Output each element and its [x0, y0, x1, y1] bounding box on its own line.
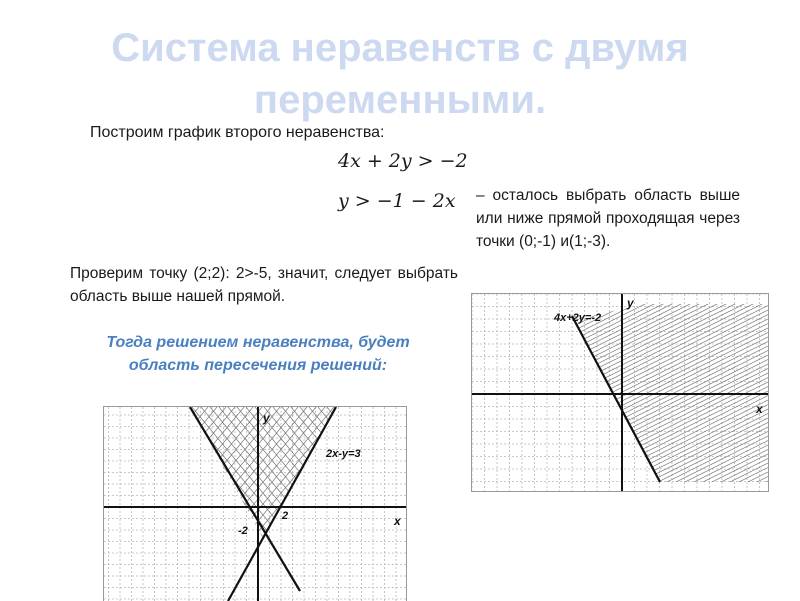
- hatch-line: [104, 407, 127, 601]
- hatch-line: [104, 407, 145, 601]
- hatch-line: [104, 407, 127, 601]
- intro-text: Построим график второго неравенства:: [90, 124, 385, 141]
- conclusion-text: Тогда решением неравенства, будет область пересечения решений:: [106, 334, 410, 374]
- hatch-line: [104, 407, 244, 601]
- hatch-line: [104, 407, 217, 601]
- graph-second-inequality-svg: [472, 294, 768, 491]
- hatch-line: [273, 407, 406, 601]
- hatch-line: [372, 407, 406, 601]
- slide-title: [0, 22, 800, 126]
- hatch-line: [390, 407, 406, 601]
- hatch-line: [399, 407, 406, 601]
- hatch-line: [104, 407, 154, 601]
- hatch-line: [104, 407, 235, 601]
- hatch-line: [345, 407, 406, 601]
- hatch-line: [104, 407, 253, 601]
- boundary-line-2: [228, 407, 336, 601]
- hatch-line: [104, 407, 154, 601]
- hatch-line: [104, 407, 181, 601]
- hatch-line: [318, 407, 406, 601]
- hatch-line: [246, 407, 406, 601]
- formula-solved: y > −1 − 2x: [338, 190, 456, 212]
- hatch-line: [104, 407, 199, 601]
- hatch-line: [120, 407, 280, 601]
- hatch-line: [291, 407, 406, 601]
- hatch-line: [104, 407, 244, 601]
- line-label: 4x+2y=-2: [554, 312, 602, 324]
- grid: [104, 407, 406, 601]
- hatch-line: [309, 407, 406, 601]
- formula-inequality: 4x + 2y > −2: [338, 150, 468, 172]
- hatch-line: [291, 407, 406, 601]
- hatch-line: [255, 407, 406, 601]
- hatch-line: [336, 407, 406, 601]
- hatch-line: [228, 407, 388, 601]
- graph-second-inequality: [471, 293, 769, 492]
- hatch-line: [345, 407, 406, 601]
- hatch-line: [210, 407, 370, 601]
- y-axis-label: y: [627, 296, 634, 310]
- hatch-line: [514, 294, 768, 491]
- x-axis-label: x: [394, 514, 401, 528]
- hatch-line: [496, 294, 768, 491]
- hatch-line: [104, 407, 145, 601]
- hatch-line: [622, 294, 768, 491]
- hatch-line: [104, 407, 208, 601]
- graph-system-solution: [103, 406, 407, 601]
- hatch-line: [104, 407, 253, 601]
- shaded-region: [472, 294, 768, 491]
- hatch-line: [336, 407, 406, 601]
- solution-region: [104, 407, 406, 601]
- hatch-line: [104, 407, 262, 601]
- hatch-line: [318, 407, 406, 601]
- hatch-line: [104, 407, 172, 601]
- graph-system-solution-svg: [104, 407, 406, 601]
- check-point-text: Проверим точку (2;2): 2>-5, значит, следует выбрать область выше нашей прямой.: [70, 265, 458, 305]
- hatch-line: [129, 407, 289, 601]
- hatch-line: [104, 407, 118, 601]
- y-axis-label: y: [263, 411, 270, 425]
- hatch-line: [104, 407, 199, 601]
- hatch-line: [138, 407, 298, 601]
- explanation-text: – осталось выбрать область выше или ниже прямой проходящая через точки (0;-1) и(1;-3).: [476, 187, 740, 250]
- line-label: 2x-y=3: [326, 448, 361, 460]
- hatch-line: [472, 294, 566, 491]
- hatch-line: [472, 294, 768, 491]
- hatch-line: [399, 407, 406, 601]
- slide-title-line2: переменными.: [253, 78, 547, 122]
- hatch-line: [104, 407, 172, 601]
- hatch-line: [174, 407, 334, 601]
- hatch-line: [273, 407, 406, 601]
- hatch-line: [104, 407, 181, 601]
- hatch-line: [104, 407, 118, 601]
- hatch-line: [104, 407, 208, 601]
- x-axis-label: x: [756, 402, 763, 416]
- hatch-line: [372, 407, 406, 601]
- hatch-line: [255, 407, 406, 601]
- hatch-line: [104, 407, 217, 601]
- slide-title-line1: Система неравенств с двумя: [111, 26, 689, 70]
- boundary-line-1: [190, 407, 300, 591]
- tick-label-x: 2: [282, 510, 289, 522]
- hatch-line: [104, 407, 235, 601]
- hatch-line: [309, 407, 406, 601]
- hatch-line: [390, 407, 406, 601]
- hatch-line: [156, 407, 316, 601]
- tick-label-y: -2: [238, 525, 248, 537]
